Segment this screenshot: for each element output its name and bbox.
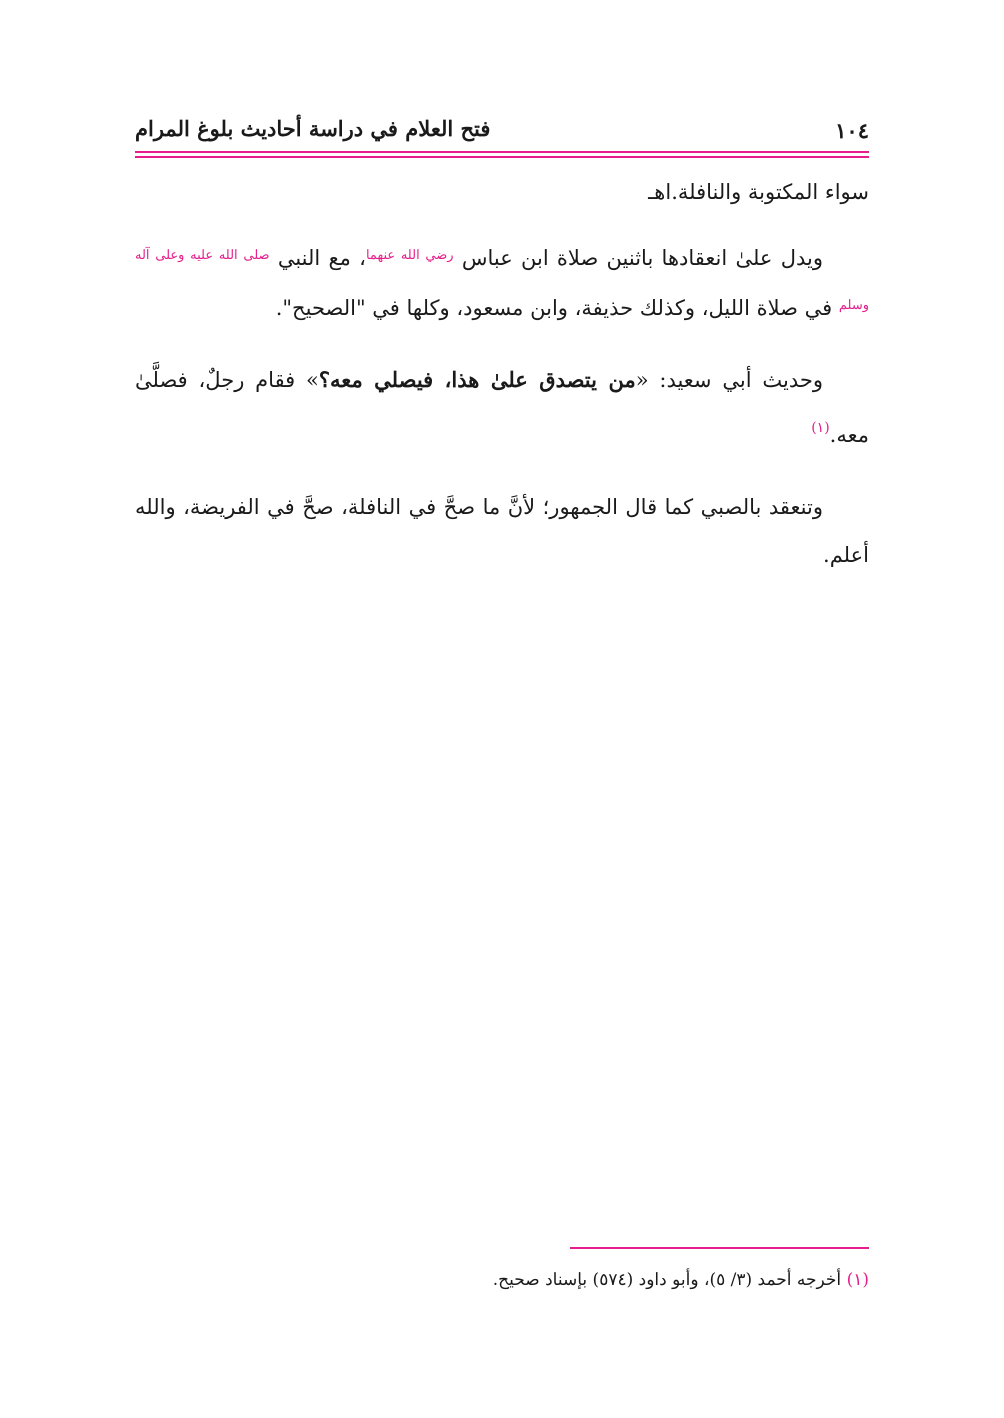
footnote [135,1270,869,1290]
paragraph-3-text-a: وحديث أبي سعيد: « [635,368,823,392]
paragraph-1 [135,168,869,216]
footnote-rule [570,1247,869,1249]
paragraph-2-text-b: ، مع النبي [277,246,366,270]
paragraph-2 [135,232,869,332]
paragraph-4 [135,483,869,579]
paragraph-2-text-a: ويدل علىٰ انعقادها باثنين صلاة ابن عباس [461,246,823,270]
main-text [135,168,869,603]
paragraph-4-text: وتنعقد بالصبي كما قال الجمهور؛ لأنَّ ما صحَّ في النافلة، صحَّ في الفريضة، والله أعلم. [135,495,869,567]
footnote-reference[interactable]: (١) [811,420,830,436]
paragraph-3 [135,356,869,459]
honorific-radiallahu: رضي الله عنهما [365,248,454,263]
paragraph-2-text-c: في صلاة الليل، وكذلك حذيفة، وابن مسعود، وكلها في "الصحيح". [275,296,833,320]
page-header [135,116,869,156]
book-title: فتح العلام في دراسة أحاديث بلوغ المرام [135,116,491,141]
footnote-number: (١) [846,1270,869,1290]
header-rule-top [135,151,869,153]
footnote-text: أخرجه أحمد (٣/ ٥)، وأبو داود (٥٧٤) بإسناد صحيح. [492,1270,842,1290]
paragraph-3-text-b: » فقام رجلٌ، فصلَّىٰ معه. [135,368,869,447]
header-rule-bottom [135,156,869,158]
page-number: ١٠٤ [835,118,869,143]
honorific-salawat: صلى الله عليه وعلى آله وسلم [135,248,869,313]
paragraph-1-text: سواء المكتوبة والنافلة.اهـ [648,180,869,204]
hadith-quote: من يتصدق علىٰ هذا، فيصلي معه؟ [318,367,636,392]
